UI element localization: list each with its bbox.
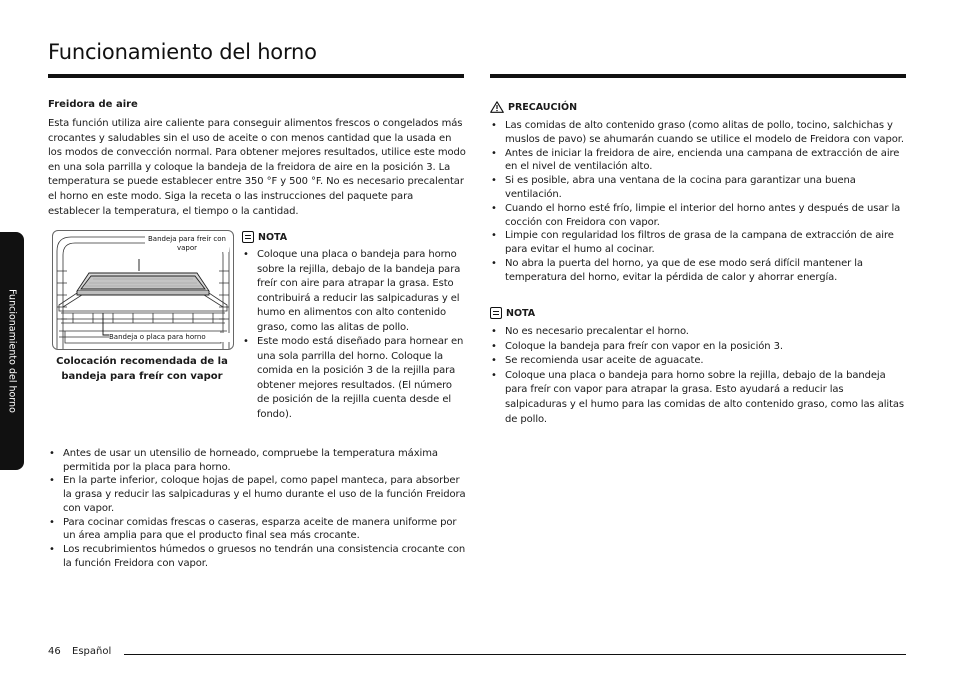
- list-item: • Las comidas de alto contenido graso (como alitas de pollo, tocino, salchichas y muslos de pavo) se ahumarán cuando se utilice el modelo de Freidora con vapor.: [490, 119, 906, 147]
- right-note-header: [490, 307, 535, 319]
- footer-language: Español: [72, 646, 112, 657]
- caution-list: [490, 119, 906, 285]
- list-item: • Este modo está diseñado para hornear en una sola parrilla del horno. Coloque la comida en la posición 3 de la rejilla para obtener mejores resultados. (El número de posición de la rejilla cuenta desde el fondo).: [242, 335, 466, 422]
- left-bullet-list: [48, 447, 466, 570]
- section-heading: Freidora de aire: [48, 99, 138, 110]
- caution-title: PRECAUCIÓN: [508, 101, 578, 113]
- label-air-fry-tray: Bandeja para freír con vapor: [145, 235, 229, 252]
- page-number: 46: [48, 646, 61, 657]
- intro-paragraph: Esta función utiliza aire caliente para conseguir alimentos frescos o congelados más crocantes y saludables sin el uso de aceite o con menos cantidad que la usada en los modos de convección normal. Para obtener mejores resultados, utilice este modo en una sola parrilla y coloque la bandeja de la freidora de aire en la posición 3. La temperatura se puede establecer entre 350 °F y 500 °F. No es necesario precalentar el horno en este modo. Siga la receta o las instrucciones del paquete para establecer la temperatura, el tiempo o la cantidad.: [48, 118, 466, 217]
- oven-illustration: [52, 230, 234, 350]
- caution-header: [490, 101, 577, 113]
- label-baking-tray: Bandeja o placa para horno: [109, 333, 231, 342]
- list-item: • Coloque una placa o bandeja para horno sobre la rejilla, debajo de la bandeja para freír con vapor para atrapar la grasa. Esto ayudará a reducir las salpicaduras y el humo para las comidas de alto contenido graso, como las alitas de pollo.: [490, 369, 906, 427]
- left-note-list: [242, 248, 466, 422]
- figure-caption: Colocación recomendada de la bandeja para freír con vapor: [56, 356, 228, 382]
- list-item: • Para cocinar comidas frescas o caseras, esparza aceite de manera uniforme por un área amplia para que el producto final sea más crocante.: [48, 516, 466, 543]
- note-icon: [242, 231, 254, 243]
- list-item: • Coloque una placa o bandeja para horno sobre la rejilla, debajo de la bandeja para freír con aire para atrapar la grasa. Esto contribuirá a reducir las salpicaduras y el humo en alimentos con alto contenido graso, como las alitas de pollo.: [242, 248, 466, 335]
- left-note-header: [242, 231, 287, 243]
- title-rule-right: [490, 74, 906, 78]
- title-rule-left: [48, 74, 464, 78]
- right-note-list: [490, 325, 906, 427]
- list-item: • Si es posible, abra una ventana de la cocina para garantizar una buena ventilación.: [490, 174, 906, 202]
- list-item: • Antes de usar un utensilio de horneado, compruebe la temperatura máxima permitida por la placa para horno.: [48, 447, 466, 474]
- footer-rule: [124, 654, 906, 655]
- list-item: • No es necesario precalentar el horno.: [490, 325, 906, 340]
- list-item: • En la parte inferior, coloque hojas de papel, como papel manteca, para absorber la grasa y reducir las salpicaduras y el humo durante el uso de la función Freidora con vapor.: [48, 474, 466, 515]
- list-item: • Coloque la bandeja para freír con vapor en la posición 3.: [490, 340, 906, 355]
- list-item: • Se recomienda usar aceite de aguacate.: [490, 354, 906, 369]
- list-item: • Antes de iniciar la freidora de aire, encienda una campana de extracción de aire en el nivel de ventilación alto.: [490, 147, 906, 175]
- left-note-title: NOTA: [258, 231, 288, 243]
- list-item: • Cuando el horno esté frío, limpie el interior del horno antes y después de usar la cocción con Freidora con vapor.: [490, 202, 906, 230]
- right-note-title: NOTA: [506, 307, 536, 319]
- note-icon: [490, 307, 502, 319]
- side-tab-label: Funcionamiento del horno: [6, 289, 18, 413]
- warning-icon: [490, 101, 504, 113]
- list-item: • Los recubrimientos húmedos o gruesos no tendrán una consistencia crocante con la función Freidora con vapor.: [48, 543, 466, 570]
- list-item: • No abra la puerta del horno, ya que de ese modo será difícil mantener la temperatura del horno, evitar la pérdida de calor y ahorrar energía.: [490, 257, 906, 285]
- list-item: • Limpie con regularidad los filtros de grasa de la campana de extracción de aire para evitar el humo al cocinar.: [490, 229, 906, 257]
- page-title: Funcionamiento del horno: [48, 40, 317, 64]
